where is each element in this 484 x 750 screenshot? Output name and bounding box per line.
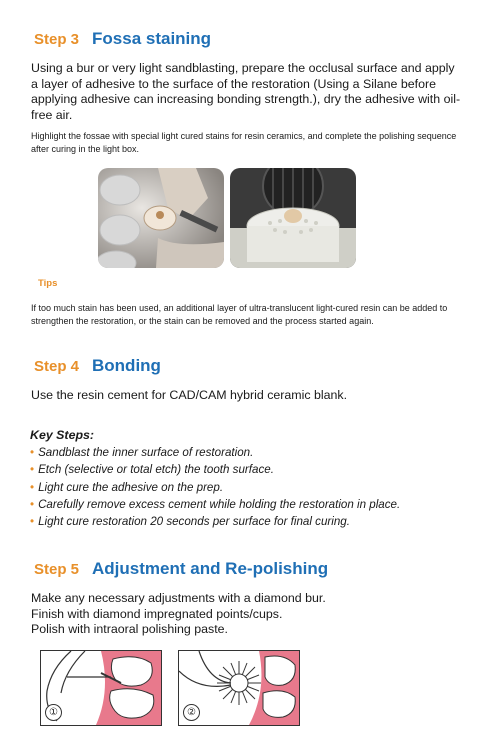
step3-body: Using a bur or very light sandblasting, prepare the occlusal surface and apply a layer of adhesive to the surface of the restoration (Using a Silane before applying adhesive can increasing bonding strength.), dry the adhesive with oil-free air.: [31, 61, 461, 122]
step4-heading: [34, 356, 161, 376]
step5-line: Make any necessary adjustments with a diamond bur.: [31, 591, 326, 605]
bullet-icon: •: [30, 463, 35, 477]
light-box-curing-photo: [230, 168, 356, 268]
step5-body: [31, 591, 461, 638]
list-item: • Etch (selective or total etch) the tooth surface.: [30, 463, 274, 477]
tips-label: Tips: [38, 278, 58, 289]
list-item: • Light cure restoration 20 seconds per surface for final curing.: [30, 515, 350, 529]
bullet-icon: •: [30, 446, 35, 459]
step3-label: Step 3: [34, 31, 80, 48]
polishing-wheel-illustration: [178, 650, 300, 726]
key-steps-heading: Key Steps:: [30, 428, 95, 442]
tips-text: If too much stain has been used, an additional layer of ultra-translucent light-cured resin can be added to strengthen the restoration, or the stain can be removed and the process started again.: [31, 303, 448, 326]
step5-heading: [34, 559, 328, 579]
key-steps: [30, 428, 400, 530]
step5-line: Polish with intraoral polishing paste.: [31, 622, 228, 636]
bullet-icon: •: [30, 497, 35, 511]
step4-body: Use the resin cement for CAD/CAM hybrid ceramic blank.: [31, 388, 348, 402]
step3-heading: [34, 29, 211, 49]
key-steps-list: [30, 444, 400, 530]
figure-number-1: ①: [45, 704, 62, 721]
step3-title: Fossa staining: [92, 29, 212, 48]
list-item: • Carefully remove excess cement while holding the restoration in place.: [30, 497, 401, 511]
figure-number-2: ②: [183, 704, 200, 721]
step4-label: Step 4: [34, 358, 80, 375]
stain-application-photo: [98, 168, 224, 268]
step4-title: Bonding: [92, 356, 161, 375]
step5-title: Adjustment and Re-polishing: [92, 559, 329, 578]
step5-label: Step 5: [34, 561, 80, 578]
bullet-icon: •: [30, 515, 35, 529]
list-item: • Sandblast the inner surface of restoration.: [30, 446, 254, 459]
list-item: • Light cure the adhesive on the prep.: [30, 480, 224, 494]
step3-note: Highlight the fossae with special light cured stains for resin ceramics, and complete the polishing sequence after curing in the light box.: [31, 131, 457, 154]
diamond-bur-illustration: [40, 650, 162, 726]
bullet-icon: •: [30, 480, 35, 494]
step5-line: Finish with diamond impregnated points/cups.: [31, 606, 283, 621]
